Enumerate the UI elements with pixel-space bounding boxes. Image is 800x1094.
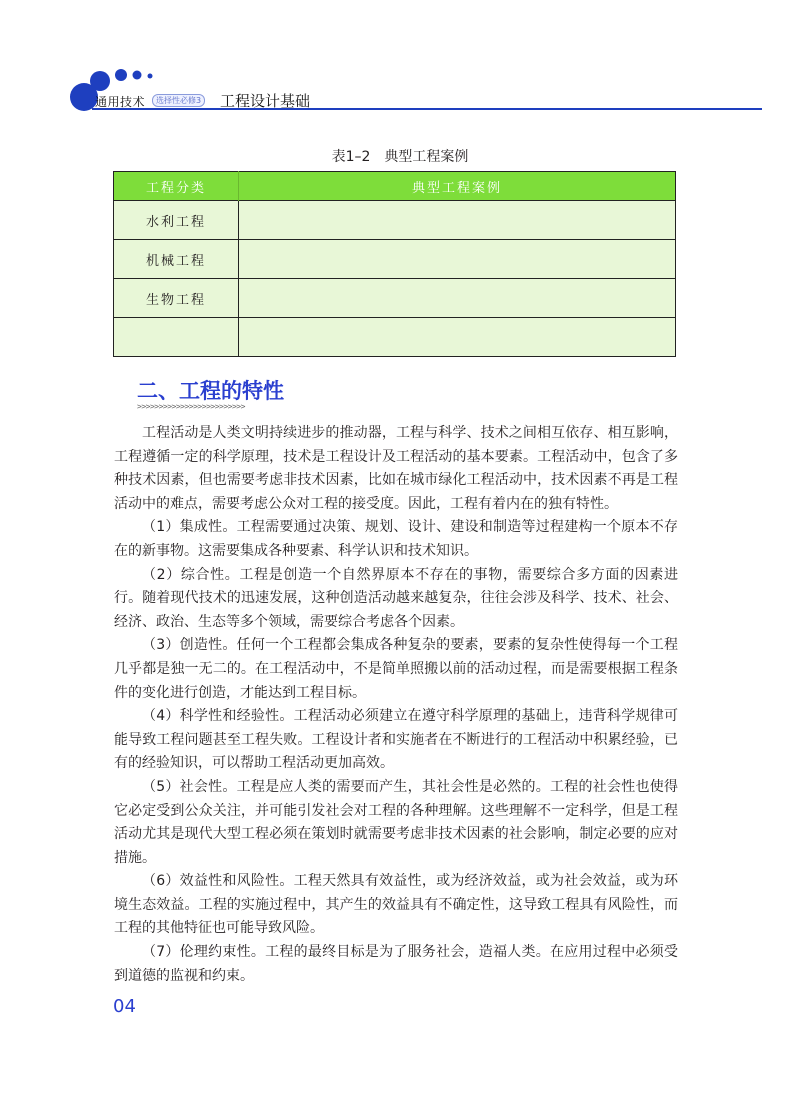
- column-header-category: 工程分类: [114, 172, 239, 201]
- column-header-example: 典型工程案例: [239, 172, 676, 201]
- body-text: [114, 422, 678, 988]
- paragraph-benefit-risk: （6）效益性和风险性。工程天然具有效益性，或为经济效益，或为社会效益，或为环境生态效益。工程的实施过程中，其产生的效益具有不确定性，这导致工程具有风险性，而工程的其他特征也可能导致风险。: [114, 873, 678, 937]
- example-cell: [239, 240, 676, 279]
- paragraph-science-experience: （4）科学性和经验性。工程活动必须建立在遵守科学原理的基础上，违背科学规律可能导致工程问题甚至工程失败。工程设计者和实施者在不断进行的工程活动中积累经验，已有的经验知识，可以帮助工程活动更加高效。: [114, 708, 678, 772]
- header-rule: [92, 108, 762, 110]
- chapter-title: 工程设计基础: [220, 92, 311, 110]
- dot-small: [115, 69, 127, 81]
- category-cell: 水利工程: [114, 201, 239, 240]
- paragraph-creativity: （3）创造性。任何一个工程都会集成各种复杂的要素，要素的复杂性使得每一个工程几乎都是独一无二的。在工程活动中，不是简单照搬以前的活动过程，而是需要根据工程条件的变化进行创造，才能达到工程目标。: [114, 637, 678, 701]
- example-cell: [239, 279, 676, 318]
- paragraph-comprehensiveness: （2）综合性。工程是创造一个自然界原本不存在的事物，需要综合多方面的因素进行。随着现代技术的迅速发展，这种创造活动越来越复杂，往往会涉及科学、技术、社会、经济、政治、生态等多个领域，需要综合考虑各个因素。: [114, 566, 678, 630]
- table-header-row: [114, 172, 676, 201]
- category-cell: 机械工程: [114, 240, 239, 279]
- example-cell: [239, 201, 676, 240]
- section-arrow-rule: >>>>>>>>>>>>>>>>>>>>>>>>>: [137, 402, 245, 411]
- dot-medium: [90, 71, 110, 91]
- table-row: [114, 240, 676, 279]
- cases-table: [113, 171, 676, 357]
- table-row: [114, 318, 676, 357]
- section-heading: 二、工程的特性: [137, 379, 284, 403]
- paragraph-sociality: （5）社会性。工程是应人类的需要而产生，其社会性是必然的。工程的社会性也使得它必定受到公众关注，并可能引发社会对工程的各种理解。这些理解不一定科学，但是工程活动尤其是现代大型工程必须在策划时就需要考虑非技术因素的社会影响，制定必要的应对措施。: [114, 778, 678, 866]
- dot-small: [133, 71, 142, 80]
- volume-badge: 选择性必修3: [152, 94, 205, 107]
- table-caption: 表1–2 典型工程案例: [331, 149, 469, 165]
- category-cell: 生物工程: [114, 279, 239, 318]
- paragraph-ethics: （7）伦理约束性。工程的最终目标是为了服务社会，造福人类。在应用过程中必须受到道德的监视和约束。: [114, 944, 678, 984]
- page-number: 04: [113, 996, 136, 1017]
- paragraph-integration: （1）集成性。工程需要通过决策、规划、设计、建设和制造等过程建构一个原本不存在的新事物。这需要集成各种要素、科学认识和技术知识。: [114, 519, 678, 559]
- dot-tiny: [148, 74, 153, 79]
- book-name: 通用技术: [95, 95, 146, 109]
- table-row: [114, 279, 676, 318]
- paragraph-intro: 工程活动是人类文明持续进步的推动器，工程与科学、技术之间相互依存、相互影响，工程遵循一定的科学原理，技术是工程设计及工程活动的基本要素。工程活动中，包含了多种技术因素，但也需要考虑非技术因素，比如在城市绿化工程活动中，技术因素不再是工程活动中的难点，需要考虑公众对工程的接受度。因此，工程有着内在的独有特性。: [114, 425, 678, 512]
- table-row: [114, 201, 676, 240]
- example-cell: [239, 318, 676, 357]
- category-cell: [114, 318, 239, 357]
